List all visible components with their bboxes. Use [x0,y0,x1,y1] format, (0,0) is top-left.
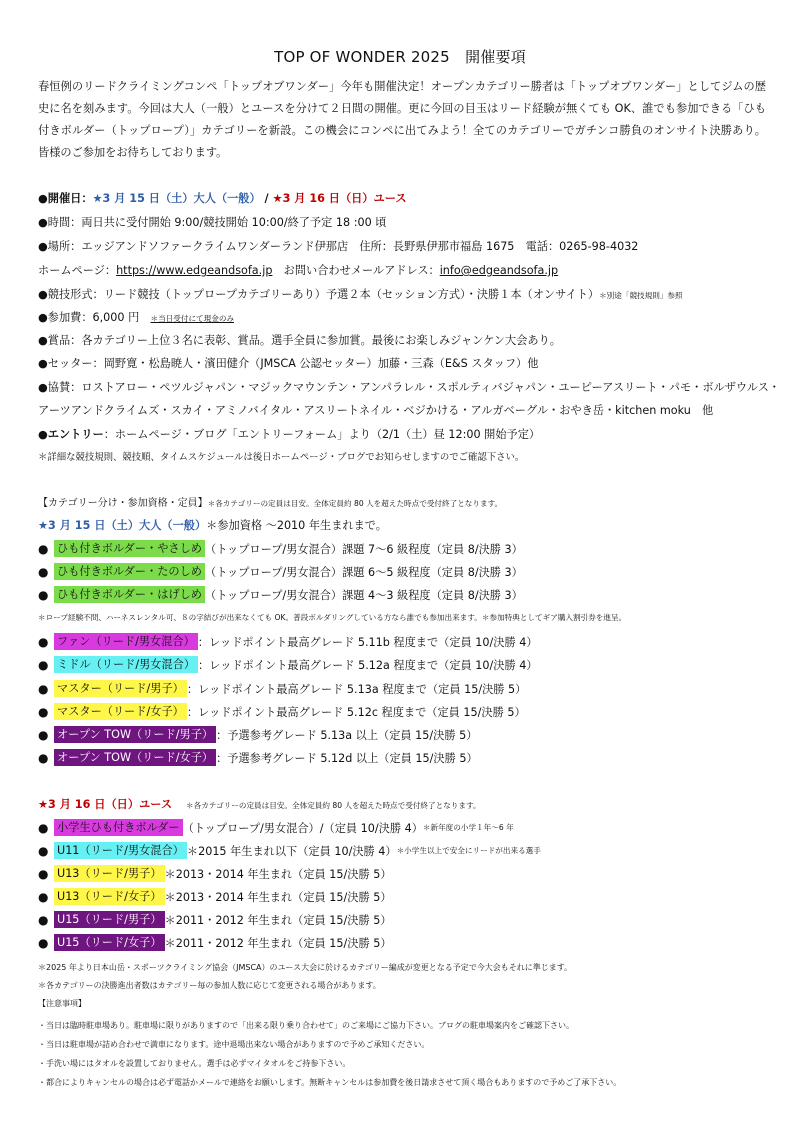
adult-toprope-row [38,586,523,603]
youth-row [38,865,392,882]
caution-item: ・手洗い場にはタオルを設置しておりません。選手は必ずマイタオルをご持参下さい。 [38,1059,351,1068]
bullet-icon: ● [38,704,49,719]
category-label: マスター（リード/男子） [54,680,187,697]
contact-line [38,262,558,278]
adult-heading: ★3 月 15 日（土）大人（一般） [38,519,207,532]
category-label: マスター（リード/女子） [54,703,187,720]
bullet-icon: ● [38,634,49,649]
youth-row [38,888,392,905]
youth-row [38,842,541,859]
category-desc: ：予選参考グレード 5.12d 以上（定員 15/決勝 5） [216,751,478,765]
bullet-icon: ● [38,727,49,742]
mail-link[interactable]: info@edgeandsofa.jp [439,264,559,277]
category-desc: ：レッドポイント最高グレード 5.12c 程度まで（定員 15/決勝 5） [186,705,526,719]
sponsor-line-1: ●協賛：ロストアロー・ペツルジャパン・マジックマウンテン・アンパラレル・スポルティバジャパン・ユーピーアスリート・パモ・ボルザウルス・ [38,381,780,394]
category-label: ひも付きボルダー・たのしめ [54,563,205,580]
cautions-title: 【注意事項】 [38,999,86,1008]
youth-row [38,934,392,951]
youth-heading: ★3 月 16 日（日）ユース [38,798,173,811]
adult-lead-row [38,680,526,697]
page-title: TOP OF WONDER 2025 開催要項 [274,48,526,66]
fee-text: ●参加費：6,000 円 [38,311,151,324]
fee-line [38,309,234,325]
adult-lead-row [38,633,538,650]
category-label: オープン TOW（リード/男子） [54,726,216,743]
category-desc: ：レッドポイント最高グレード 5.13a 程度まで（定員 15/決勝 5） [186,682,527,696]
category-label: 小学生ひも付きボルダー [54,819,183,836]
adult-toprope-row [38,540,523,557]
detail-note: ＊詳細な競技規則、競技順、タイムスケジュールは後日ホームページ・ブログでお知らせしますのでご確認下さい。 [38,452,525,463]
time-line: ●時間：両日共に受付開始 9:00/競技開始 10:00/終了予定 18 :00 頃 [38,216,387,229]
category-desc: ：レッドポイント最高グレード 5.11b 程度まで（定員 10/決勝 4） [197,635,538,649]
homepage-link[interactable]: https://www.edgeandsofa.jp [116,264,273,277]
entry-line [38,426,540,442]
category-desc: ＊2013・2014 年生まれ（定員 15/決勝 5） [164,890,392,904]
format-line [38,286,683,302]
date-youth: ★3 月 16 日（日）ユース [272,192,407,205]
setter-line: ●セッター：岡野寛・松島暁人・濱田健介（JMSCA 公認セッター）加藤・三森（E&S スタッフ）他 [38,357,539,370]
adult-heading-line [38,517,387,533]
category-label: U15（リード/男子） [54,911,165,928]
youth-row [38,819,514,836]
category-desc: ＊2015 年生まれ以下（定員 10/決勝 4） [186,844,397,858]
prize-line: ●賞品：各カテゴリー上位３名に表彰、賞品。選手全員に参加賞。最後にお楽しみジャンケン大会あり。 [38,334,561,347]
category-desc: ＊2013・2014 年生まれ（定員 15/決勝 5） [164,867,392,881]
mail-label: お問い合わせメールアドレス： [272,264,440,277]
sponsor-line-2: アーツアンドクライムズ・スカイ・アミノバイタル・アスリートネイル・ベジかける・アルガベーグル・おやき岳・kitchen moku 他 [38,404,714,417]
bullet-icon: ● [38,541,49,556]
category-label: ミドル（リード/男女混合） [54,656,198,673]
fee-note: ＊当日受付にて現金のみ [150,314,235,323]
category-label: U15（リード/女子） [54,934,165,951]
category-note: ＊小学生以上で安全にリードが出来る選手 [396,846,541,855]
category-desc: ：レッドポイント最高グレード 5.12a 程度まで（定員 10/決勝 4） [198,658,538,672]
categories-header-note: ＊各カテゴリーの定員は目安。全体定員約 80 人を超えた時点で受付終了となります。 [207,499,503,508]
format-note: ＊別途「競技規則」参照 [599,291,683,300]
adult-toprope-row [38,563,523,580]
category-desc: ＊2011・2012 年生まれ（定員 15/決勝 5） [164,936,392,950]
date-separator: / [260,192,273,205]
categories-header [38,494,502,509]
youth-heading-line [38,796,481,812]
bullet-icon: ● [38,843,49,858]
bullet-icon: ● [38,935,49,950]
date-label: ●開催日： [38,192,93,205]
format-text: ●競技形式：リード競技（トップロープカテゴリーあり）予選２本（セッション方式）・決勝１本（オンサイト） [38,288,600,301]
category-label: U13（リード/男子） [54,865,165,882]
bullet-icon: ● [38,587,49,602]
caution-item: ・当日は駐車場が詰め合わせで満車になります。途中退場出来ない場合がありますので予めご承知ください。 [38,1040,430,1049]
homepage-label: ホームページ： [38,264,117,277]
category-note: ＊新年度の小学１年～6 年 [422,823,514,832]
category-label: ファン（リード/男女混合） [54,633,198,650]
bullet-icon: ● [38,889,49,904]
category-label: U13（リード/女子） [54,888,165,905]
adult-lead-row [38,726,477,743]
adult-lead-row [38,749,478,766]
bullet-icon: ● [38,564,49,579]
category-label: オープン TOW（リード/女子） [54,749,216,766]
intro-paragraph: 春恒例のリードクライミングコンペ「トップオブワンダー」今年も開催決定！オープンカテゴリー勝者は「トップオブワンダー」としてジムの歴史に名を刻みます。今回は大人（一般）とユースを分けて２日間の開催。更に今回の目玉はリード経験が無くても OK、誰でも参加できる「ひも付きボルダー（トップロープ）」カテゴリーを新設。この機会にコンペに出てみよう！全てのカテゴリーでガチンコ勝負のオンサイト決勝あり。皆様のご参加をお待ちしております。 [38,80,766,159]
category-desc: （トップロープ/男女混合）課題 7～6 級程度（定員 8/決勝 3） [205,542,523,556]
date-adult: ★3 月 15 日（土）大人（一般） [92,192,261,205]
youth-heading-note: ＊各カテゴリーの定員は目安。全体定員約 80 人を超えた時点で受付終了となります。 [186,801,481,810]
toprope-note: ＊ロープ経験不問、ハーネスレンタル可、８の字結びが出来なくても OK。普段ボルダリングしている方なら誰でも参加出来ます。＊参加特典としてギア購入割引券を進呈。 [38,613,627,622]
entry-label: ●エントリー [38,428,104,441]
adult-heading-note: ＊参加資格 ～2010 年生まれまで。 [206,519,387,532]
caution-item: ・都合によりキャンセルの場合は必ず電話かメールで連絡をお願いします。無断キャンセルは参加費を後日請求させて頂く場合もありますので予めご了承下さい。 [38,1078,622,1087]
event-date-line [38,190,407,206]
category-desc: （トップロープ/男女混合）課題 6～5 級程度（定員 8/決勝 3） [205,565,523,579]
caution-item: ・当日は臨時駐車場あり。駐車場に限りがありますので「出来る限り乗り合わせて」のご来場にご協力下さい。ブログの駐車場案内をご確認下さい。 [38,1021,574,1030]
bullet-icon: ● [38,681,49,696]
category-desc: （トップロープ/男女混合）課題 4～3 級程度（定員 8/決勝 3） [205,588,523,602]
category-label: U11（リード/男女混合） [54,842,187,859]
bullet-icon: ● [38,657,49,672]
place-line: ●場所：エッジアンドソファークライムワンダーランド伊那店 住所：長野県伊那市福島 1675 電話：0265-98-4032 [38,240,639,253]
categories-title: 【カテゴリー分け・参加資格・定員】 [38,498,208,509]
bullet-icon: ● [38,750,49,765]
bullet-icon: ● [38,912,49,927]
adult-lead-row [38,703,526,720]
youth-note-2: ＊各カテゴリーの決勝進出者数はカテゴリー毎の参加人数に応じて変更される場合があります。 [38,981,381,990]
adult-lead-row [38,656,538,673]
category-desc: ：予選参考グレード 5.13a 以上（定員 15/決勝 5） [216,728,478,742]
category-label: ひも付きボルダー・やさしめ [54,540,205,557]
bullet-icon: ● [38,866,49,881]
bullet-icon: ● [38,820,49,835]
category-desc: （トップロープ/男女混合）/（定員 10/決勝 4） [182,821,423,835]
category-desc: ＊2011・2012 年生まれ（定員 15/決勝 5） [164,913,392,927]
youth-row [38,911,392,928]
entry-text: ：ホームページ・ブログ「エントリーフォーム」より（2/1（土）昼 12:00 開始予定） [103,428,541,441]
youth-note-1: ＊2025 年より日本山岳・スポーツクライミング協会（JMSCA）のユース大会に於けるカテゴリー編成が変更となる予定で今大会もそれに準じます。 [38,963,573,972]
category-label: ひも付きボルダー・はげしめ [54,586,205,603]
